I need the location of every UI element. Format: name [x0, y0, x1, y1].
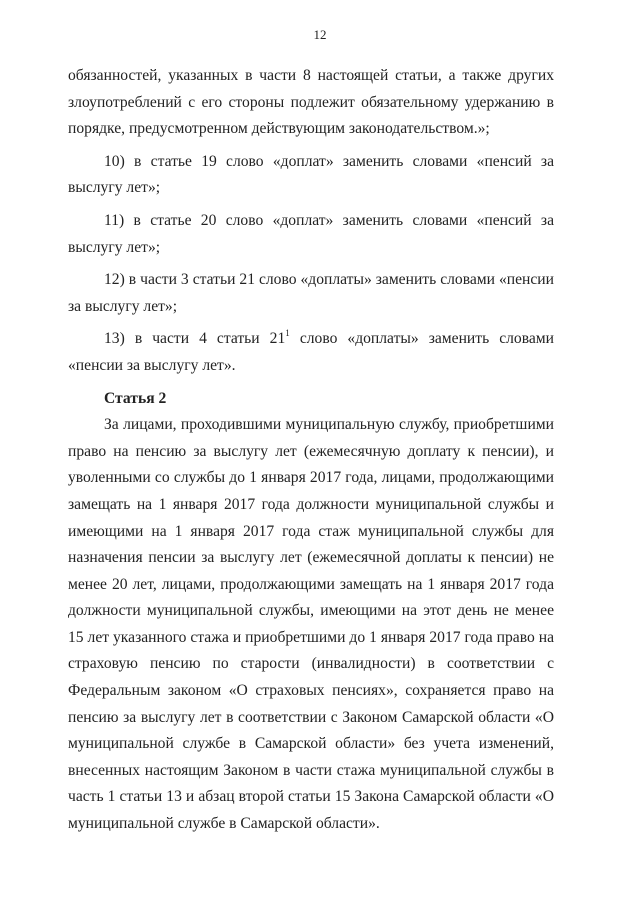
- list-item-13-text-start: 13) в части 4 статьи 21: [104, 330, 286, 348]
- list-item-12: 12) в части 3 статьи 21 слово «доплаты» заменить словами «пенсии за выслугу лет»;: [68, 271, 554, 315]
- page-number: 12: [313, 27, 327, 42]
- list-item-13-text-end: слово «доплаты» заменить словами «пенсии за выслугу лет».: [68, 330, 555, 374]
- list-item-10: 10) в статье 19 слово «доплат» заменить словами «пенсий за выслугу лет»;: [68, 152, 554, 197]
- list-item-13: [68, 326, 554, 379]
- list-item-11: 11) в статье 20 слово «доплат» заменить словами «пенсий за выслугу лет»;: [68, 211, 554, 256]
- article-heading: Статья 2: [104, 389, 167, 407]
- paragraph-continuation: обязанностей, указанных в части 8 настоящей статьи, а также других злоупотреблений с его стороны подлежит обязательному удержанию в порядке, предусмотренном действующим законодательством.»;: [68, 67, 554, 138]
- article-2-paragraph: За лицами, проходившими муниципальную службу, приобретшими право на пенсию за выслугу лет (ежемесячную доплату к пенсии), и уволенными со службы до 1 января 2017 года, лицами, продолжающими замещать на 1 января 2017 года должности муниципальной службы и имеющими на 1 января 2017 года стаж муниципальной службы для назначения пенсии за выслугу лет (ежемесячной доплаты к пенсии) не менее 20 лет, лицами, продолжающими замещать на 1 января 2017 года должности муниципальной службы, имеющими на этот день не менее 15 лет указанного стажа и приобретшими до 1 января 2017 года право на страховую пенсию по старости (инвалидности) в соответствии с Федеральным законом «О страховых пенсиях», сохраняется право на пенсию за выслугу лет в соответствии с Законом Самарской области «О муниципальной службе в Самарской области» без учета изменений, внесенных настоящим Законом в части стажа муниципальной службы в часть 1 статьи 13 и абзац второй статьи 15 Закона Самарской области «О муниципальной службе в Самарской области».: [68, 416, 554, 833]
- document-body: [68, 63, 554, 838]
- superscript-index: 1: [285, 328, 290, 339]
